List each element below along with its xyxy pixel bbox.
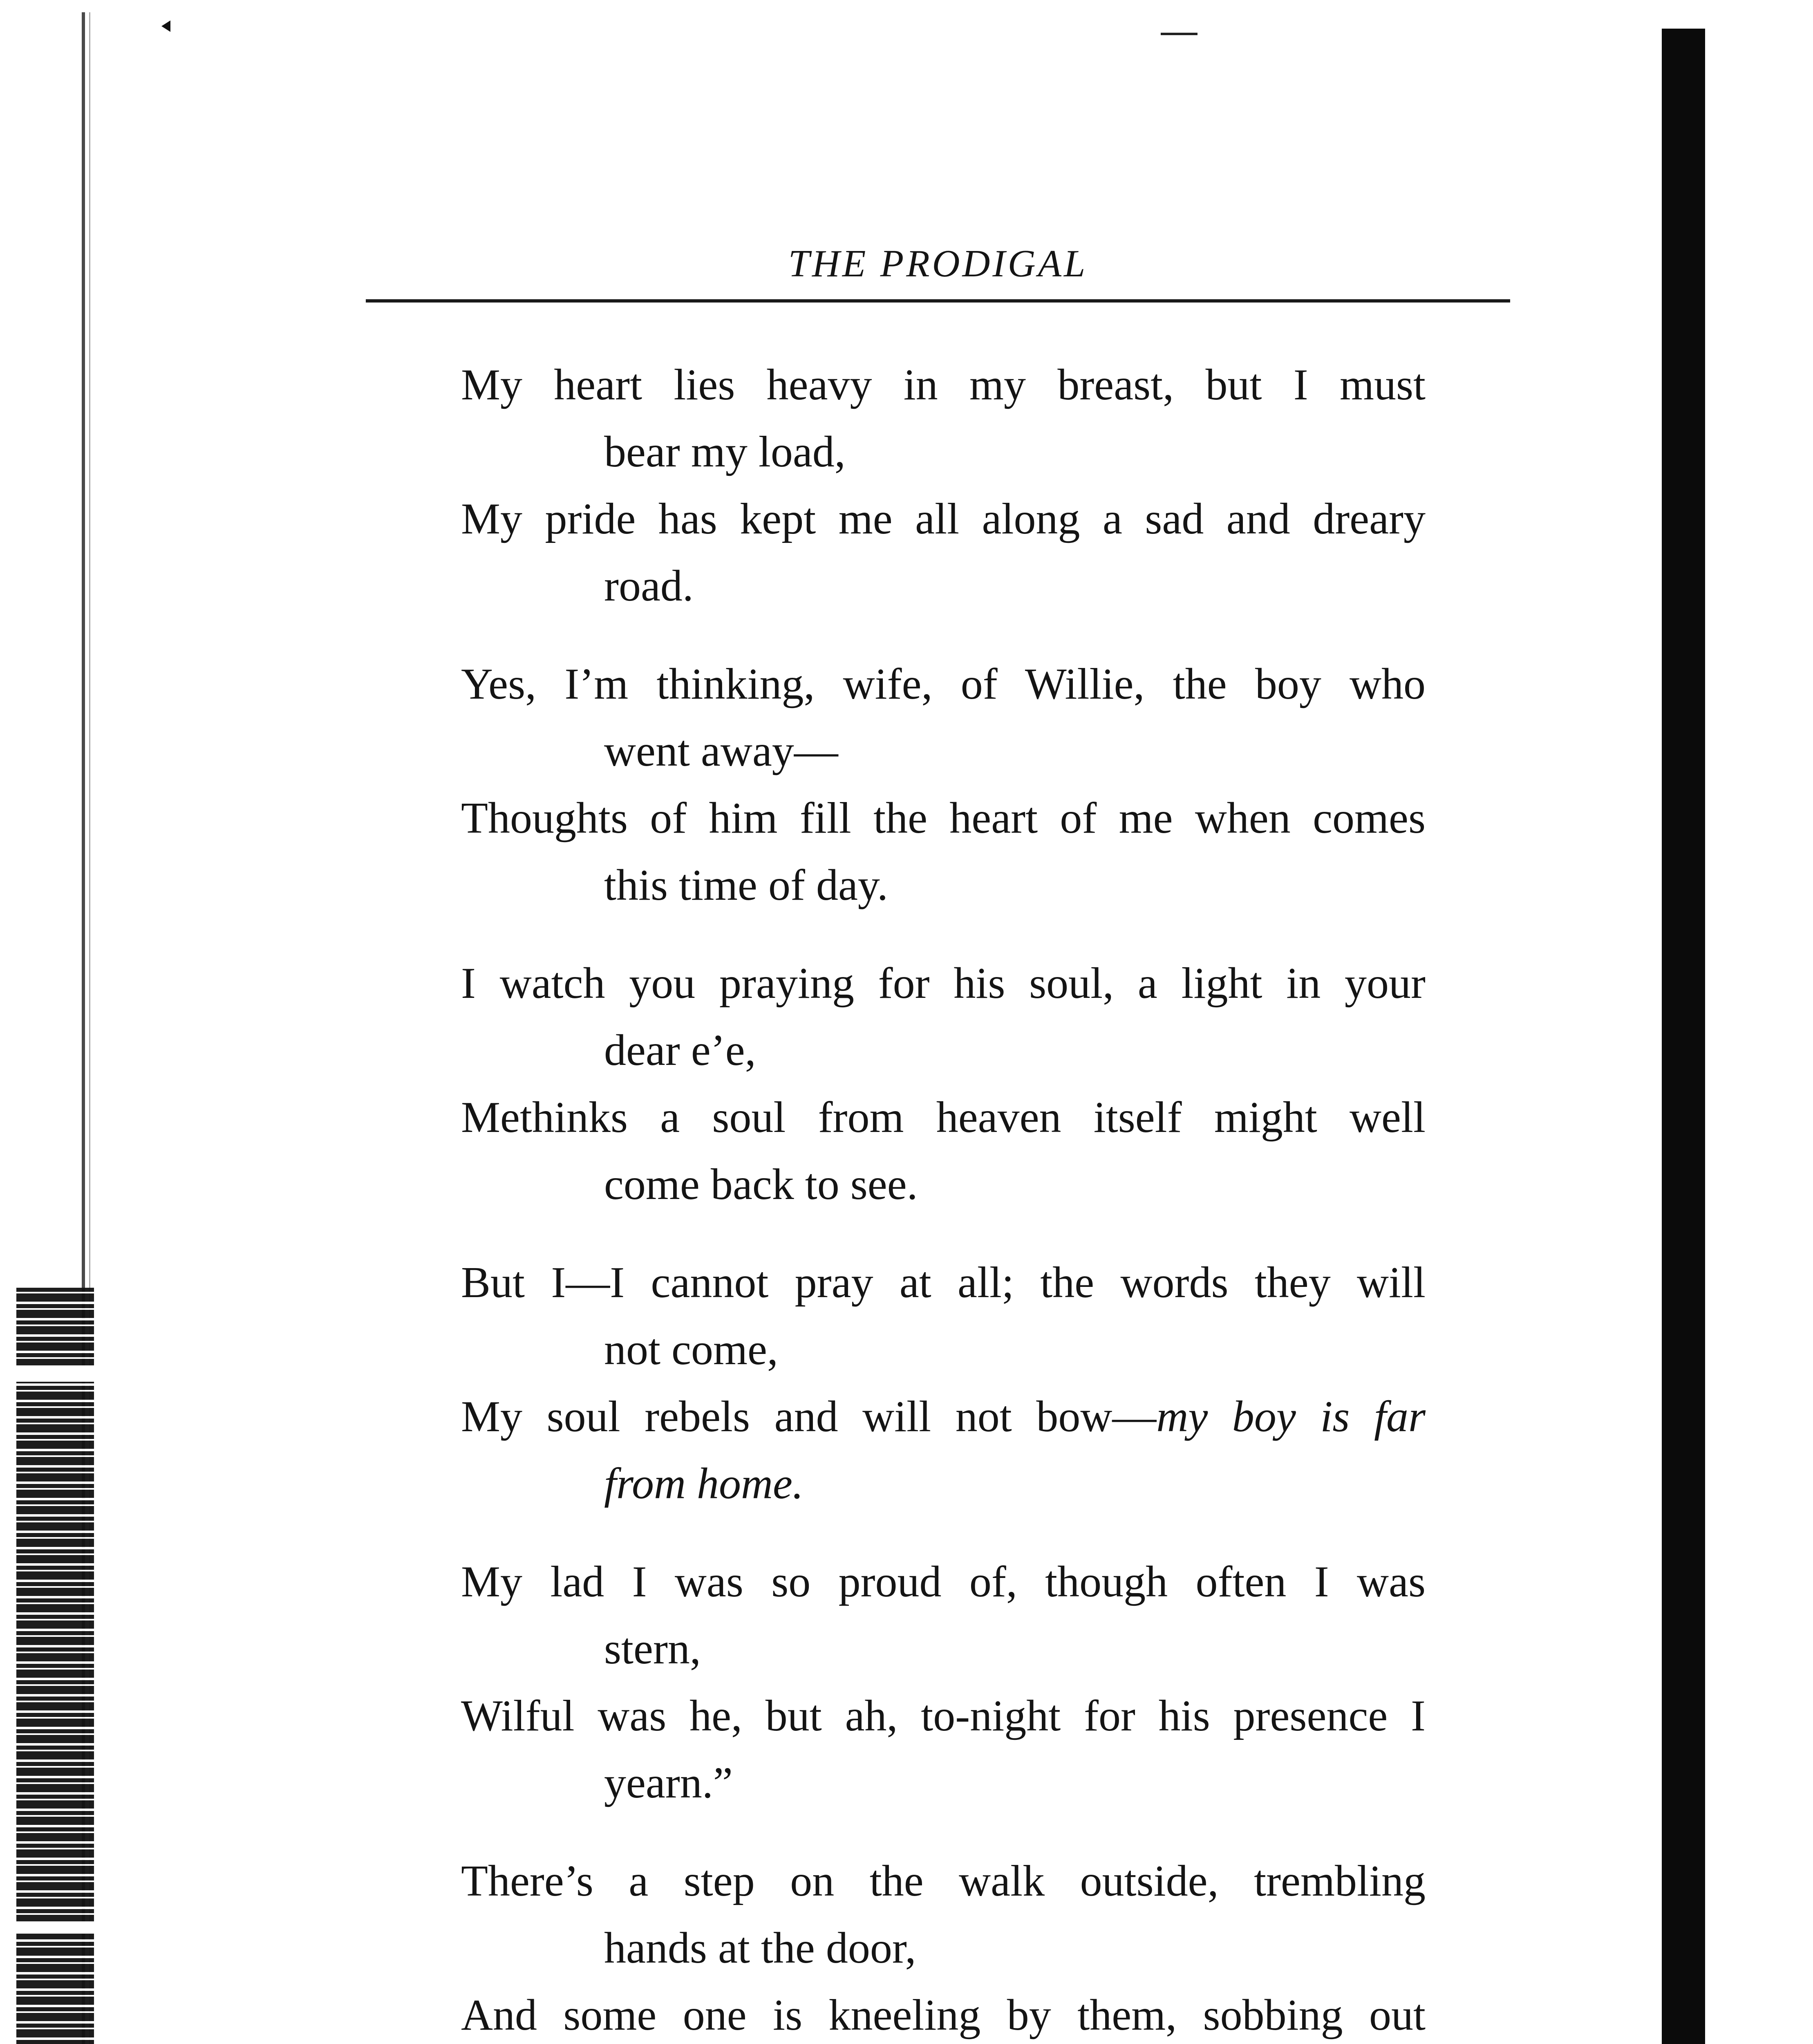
verse-line-text: Methinks a soul from heaven itself might well [461,1093,1426,1142]
verse-line-continuation: yearn.” [604,1759,733,1807]
verse-line-continuation: stern, [604,1625,701,1673]
verse-line-continuation: this time of day. [604,861,888,910]
verse-line-continuation: dear e’e, [604,1026,756,1075]
poem-body [461,352,1426,2044]
verse-line-text: I watch you praying for his soul, a light in your [461,959,1426,1008]
verse-line-continuation: hands at the door, [604,1924,916,1972]
verse-line [461,651,1426,785]
verse-line-plain-part: My soul rebels and will not bow— [461,1392,1157,1441]
verse-line [461,950,1426,1084]
verse-line [461,1982,1426,2044]
verse-line-continuation: come back to see. [604,1160,918,1209]
verse-line-text: My heart lies heavy in my breast, but I must [461,361,1426,409]
stanza [461,1549,1426,1817]
scan-edge-right-bar [1662,29,1705,2044]
verse-line-text: But I—I cannot pray at all; the words they will [461,1258,1426,1307]
scan-corner-mark [161,20,170,32]
verse-line [461,785,1426,919]
scan-top-mark [1161,16,1197,35]
verse-line-continuation: went away— [604,727,838,775]
verse-line [461,1683,1426,1817]
verse-line-text: My lad I was so proud of, though often I was [461,1558,1426,1606]
verse-line-text: Yes, I’m thinking, wife, of Willie, the boy who [461,660,1426,708]
verse-line-continuation: road. [604,562,694,610]
scan-barcode-gap [16,1921,94,1934]
verse-line-text-mixed [461,1383,1426,1450]
verse-line-text: There’s a step on the walk outside, trembling [461,1857,1426,1905]
verse-line [461,1249,1426,1383]
stanza [461,950,1426,1218]
verse-line-italic-part: my boy is far [1156,1392,1426,1441]
verse-line-text: Wilful was he, but ah, to-night for his presence I [461,1692,1426,1740]
stanza [461,1249,1426,1517]
running-head: THE PRODIGAL [788,242,1088,285]
head-rule [366,299,1510,303]
verse-line-continuation: bear my load, [604,428,846,476]
verse-line-continuation: not come, [604,1325,778,1374]
verse-line-text: My pride has kept me all along a sad and dreary [461,495,1426,543]
verse-line [461,1549,1426,1683]
stanza [461,1848,1426,2044]
stanza [461,651,1426,919]
verse-line [461,486,1426,620]
verse-line [461,1848,1426,1982]
scan-barcode-gap [16,1365,94,1382]
stanza [461,352,1426,620]
verse-line-continuation: from home. [604,1459,804,1508]
verse-line-text: Thoughts of him fill the heart of me when comes [461,794,1426,843]
verse-line [461,1084,1426,1218]
verse-line [461,1383,1426,1517]
verse-line [461,352,1426,486]
verse-line-text: And some one is kneeling by them, sobbing out [461,1991,1426,2040]
